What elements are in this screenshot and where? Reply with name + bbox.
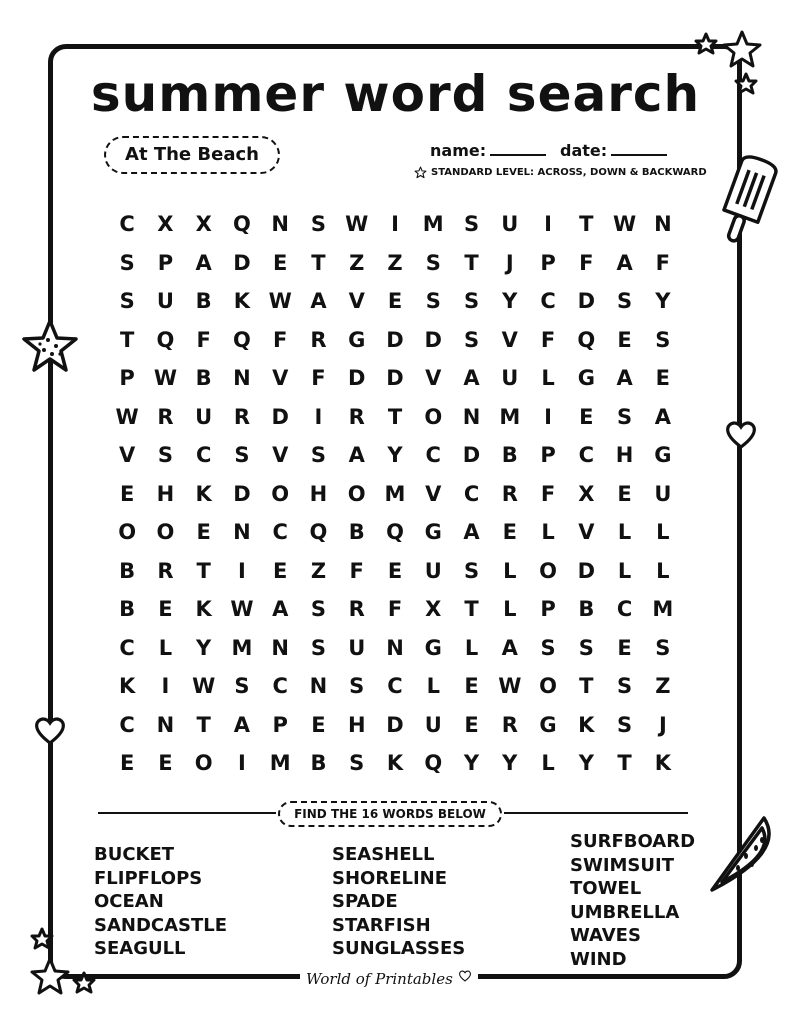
word-list-col2 [332, 843, 465, 961]
word-item: SEAGULL [94, 938, 186, 959]
grid-cell[interactable]: K [195, 597, 212, 622]
grid-cell[interactable]: C [272, 674, 288, 699]
grid-row [108, 629, 682, 668]
grid-cell[interactable]: B [310, 751, 327, 776]
grid-cell[interactable]: L [656, 520, 670, 545]
grid-cell[interactable]: S [463, 212, 480, 237]
grid-cell[interactable]: A [463, 520, 480, 545]
grid-cell[interactable]: Z [349, 250, 365, 275]
grid-cell[interactable]: L [464, 635, 479, 660]
date-label: date: [560, 141, 608, 160]
grid-cell[interactable]: M [652, 597, 674, 622]
grid-cell[interactable]: C [578, 443, 595, 468]
grid-cell[interactable]: E [196, 520, 211, 545]
grid-cell[interactable]: B [195, 289, 212, 314]
stars-bottom-left-icon [24, 925, 106, 1003]
grid-cell[interactable]: A [654, 404, 671, 429]
grid-cell[interactable]: U [156, 289, 174, 314]
star-icon [414, 166, 427, 179]
grid-cell[interactable]: L [158, 635, 173, 660]
grid-cell[interactable]: A [501, 635, 518, 660]
grid-cell[interactable]: V [578, 520, 595, 545]
word-item: UMBRELLA [570, 901, 680, 923]
grid-cell[interactable]: P [272, 712, 288, 737]
word-item: STARFISH [332, 914, 431, 936]
grid-cell[interactable]: L [656, 558, 670, 583]
grid-cell[interactable]: I [161, 674, 170, 699]
name-field [430, 140, 546, 160]
grid-cell[interactable]: X [578, 481, 595, 506]
grid-cell[interactable]: E [617, 481, 632, 506]
grid-cell[interactable]: R [233, 404, 251, 429]
name-label: name: [430, 141, 487, 160]
word-item: BUCKET [94, 844, 175, 865]
grid-cell[interactable]: G [424, 635, 442, 660]
grid-cell[interactable]: E [464, 674, 479, 699]
grid-cell[interactable]: R [348, 597, 365, 622]
grid-cell[interactable]: S [349, 674, 365, 699]
letter-grid[interactable] [108, 205, 682, 783]
grid-cell[interactable]: F [540, 481, 556, 506]
word-item: TOWEL [570, 878, 642, 899]
grid-cell[interactable]: E [502, 520, 517, 545]
grid-cell[interactable]: D [233, 250, 251, 275]
grid-cell[interactable]: O [271, 481, 290, 506]
grid-cell[interactable]: I [238, 751, 246, 776]
grid-cell[interactable]: O [156, 520, 175, 545]
grid-cell[interactable]: A [463, 366, 480, 391]
grid-cell[interactable]: G [424, 520, 442, 545]
grid-cell[interactable]: W [345, 212, 369, 237]
heart-icon-right [725, 420, 757, 450]
grid-cell[interactable]: V [272, 443, 289, 468]
grid-cell[interactable]: K [386, 751, 404, 776]
grid-cell[interactable]: G [348, 327, 366, 352]
grid-cell[interactable]: S [425, 250, 441, 275]
grid-cell[interactable]: K [118, 674, 136, 699]
grid-cell[interactable]: V [501, 327, 518, 352]
page-title: summer word search [90, 65, 701, 123]
grid-cell[interactable]: U [348, 635, 366, 660]
grid-cell[interactable]: I [391, 212, 399, 237]
grid-row [108, 398, 682, 437]
grid-cell[interactable]: A [310, 289, 327, 314]
level-note [414, 166, 707, 179]
grid-cell[interactable]: F [387, 597, 403, 622]
grid-cell[interactable]: T [387, 404, 403, 429]
grid-cell[interactable]: C [119, 212, 135, 237]
grid-row [108, 667, 682, 706]
grid-cell[interactable]: X [157, 212, 174, 237]
grid-cell[interactable]: Q [233, 327, 251, 352]
grid-cell[interactable]: W [115, 404, 139, 429]
grid-row [108, 282, 682, 321]
grid-cell[interactable]: C [119, 712, 135, 737]
divider-left [98, 812, 276, 814]
grid-cell[interactable]: V [425, 481, 442, 506]
grid-cell[interactable]: A [616, 366, 633, 391]
grid-row [108, 475, 682, 514]
grid-cell[interactable]: L [541, 366, 555, 391]
grid-cell[interactable]: N [233, 366, 251, 391]
grid-cell[interactable]: V [272, 366, 289, 391]
grid-cell[interactable]: J [658, 712, 667, 737]
word-item: FLIPFLOPS [94, 867, 203, 889]
grid-cell[interactable]: S [119, 250, 135, 275]
grid-cell[interactable]: S [617, 404, 633, 429]
grid-cell[interactable]: N [462, 404, 481, 429]
grid-cell[interactable]: F [273, 327, 288, 352]
grid-cell[interactable]: W [268, 289, 292, 314]
grid-cell[interactable]: D [577, 289, 596, 314]
grid-cell[interactable]: S [119, 289, 135, 314]
grid-cell[interactable]: O [347, 481, 366, 506]
grid-cell[interactable]: O [424, 404, 443, 429]
grid-row [108, 590, 682, 629]
grid-cell[interactable]: L [617, 520, 632, 545]
grid-cell[interactable]: E [119, 751, 135, 776]
grid-cell[interactable]: R [348, 404, 365, 429]
grid-cell[interactable]: G [539, 712, 557, 737]
starfish-icon [20, 318, 80, 378]
grid-cell[interactable]: S [617, 674, 633, 699]
grid-cell[interactable]: C [272, 520, 288, 545]
word-item: SHORELINE [332, 867, 448, 889]
grid-cell[interactable]: Z [310, 558, 327, 583]
grid-row [108, 552, 682, 591]
popsicle-icon [712, 155, 780, 250]
grid-cell[interactable]: K [195, 481, 212, 506]
grid-cell[interactable]: N [233, 520, 251, 545]
watermelon-icon [706, 812, 780, 898]
grid-cell[interactable]: N [309, 674, 328, 699]
grid-cell[interactable]: U [654, 481, 672, 506]
grid-cell[interactable]: U [424, 558, 442, 583]
grid-cell[interactable]: B [501, 443, 518, 468]
grid-cell[interactable]: Q [309, 520, 328, 545]
grid-cell[interactable]: P [540, 250, 556, 275]
grid-cell[interactable]: D [386, 327, 404, 352]
grid-cell[interactable]: F [196, 327, 211, 352]
grid-cell[interactable]: H [347, 712, 366, 737]
grid-cell[interactable]: K [578, 712, 595, 737]
grid-cell[interactable]: G [654, 443, 672, 468]
grid-cell[interactable]: S [310, 443, 327, 468]
grid-cell[interactable]: Q [233, 212, 251, 237]
divider-right [504, 812, 688, 814]
grid-cell[interactable]: T [311, 250, 326, 275]
word-item: WIND [570, 948, 627, 970]
grid-cell[interactable]: P [119, 366, 135, 391]
grid-cell[interactable]: S [310, 635, 327, 660]
grid-cell[interactable]: C [540, 289, 556, 314]
grid-cell[interactable]: S [655, 635, 671, 660]
grid-cell[interactable]: S [655, 327, 671, 352]
grid-cell[interactable]: D [271, 404, 289, 429]
grid-cell[interactable]: A [272, 597, 289, 622]
grid-cell[interactable]: S [463, 327, 480, 352]
grid-cell[interactable]: N [654, 212, 672, 237]
grid-cell[interactable]: D [386, 712, 404, 737]
heart-icon [458, 970, 472, 982]
date-field [560, 140, 667, 160]
grid-cell[interactable]: O [539, 674, 557, 699]
grid-cell[interactable]: D [577, 558, 596, 583]
grid-row [108, 205, 682, 244]
grid-cell[interactable]: Y [578, 751, 594, 776]
grid-cell[interactable]: W [498, 674, 522, 699]
grid-cell[interactable]: P [540, 597, 556, 622]
grid-cell[interactable]: S [349, 751, 365, 776]
grid-cell[interactable]: D [386, 366, 404, 391]
grid-cell[interactable]: S [540, 635, 556, 660]
word-item: OCEAN [94, 891, 164, 912]
grid-cell[interactable]: S [617, 712, 633, 737]
grid-cell[interactable]: E [617, 327, 632, 352]
grid-cell[interactable]: L [617, 558, 632, 583]
grid-cell[interactable]: Y [502, 289, 518, 314]
grid-cell[interactable]: X [425, 597, 442, 622]
word-item: WAVES [570, 925, 641, 946]
grid-cell[interactable]: M [422, 212, 444, 237]
grid-cell[interactable]: L [541, 520, 555, 545]
grid-cell[interactable]: U [424, 712, 442, 737]
grid-cell[interactable]: T [196, 558, 211, 583]
grid-cell[interactable]: Z [655, 674, 671, 699]
find-words-label: FIND THE 16 WORDS BELOW [278, 801, 502, 827]
grid-row [108, 359, 682, 398]
grid-cell[interactable]: A [616, 250, 633, 275]
grid-cell[interactable]: L [541, 751, 555, 776]
grid-row [108, 321, 682, 360]
grid-cell[interactable]: H [156, 481, 175, 506]
grid-cell[interactable]: Q [386, 520, 404, 545]
word-list-col1 [94, 843, 227, 961]
grid-cell[interactable]: V [348, 289, 365, 314]
grid-cell[interactable]: S [617, 289, 633, 314]
grid-row [108, 244, 682, 283]
grid-cell[interactable]: E [464, 712, 479, 737]
grid-cell[interactable]: R [157, 558, 174, 583]
grid-cell[interactable]: Y [655, 289, 671, 314]
grid-cell[interactable]: Y [196, 635, 212, 660]
grid-cell[interactable]: N [386, 635, 404, 660]
date-line[interactable] [611, 140, 667, 156]
grid-cell[interactable]: E [273, 558, 288, 583]
grid-cell[interactable]: T [464, 250, 479, 275]
word-item: SANDCASTLE [94, 914, 228, 936]
grid-cell[interactable]: A [195, 250, 212, 275]
grid-cell[interactable]: P [540, 443, 556, 468]
grid-cell[interactable]: E [158, 751, 173, 776]
grid-cell[interactable]: E [617, 635, 632, 660]
grid-cell[interactable]: C [119, 635, 135, 660]
grid-cell[interactable]: M [499, 404, 521, 429]
grid-cell[interactable]: D [233, 481, 251, 506]
grid-cell[interactable]: P [157, 250, 174, 275]
grid-cell[interactable]: O [539, 558, 557, 583]
name-line[interactable] [490, 140, 546, 156]
word-list-col3 [570, 830, 695, 971]
grid-cell[interactable]: S [234, 443, 250, 468]
word-item: SEASHELL [332, 844, 435, 865]
grid-cell[interactable]: U [195, 404, 213, 429]
grid-cell[interactable]: R [501, 481, 518, 506]
grid-cell[interactable]: C [425, 443, 441, 468]
grid-cell[interactable]: T [196, 712, 211, 737]
grid-cell[interactable]: T [464, 597, 479, 622]
grid-row [108, 436, 682, 475]
grid-cell[interactable]: T [119, 327, 135, 352]
word-item: SURFBOARD [570, 831, 696, 852]
grid-cell[interactable]: F [655, 250, 671, 275]
grid-row [108, 706, 682, 745]
grid-cell[interactable]: I [544, 404, 552, 429]
grid-cell[interactable]: S [463, 558, 480, 583]
grid-cell[interactable]: B [119, 597, 136, 622]
grid-cell[interactable]: U [501, 366, 519, 391]
grid-cell[interactable]: F [579, 250, 594, 275]
theme-label: At The Beach [104, 136, 280, 174]
grid-cell[interactable]: E [119, 481, 135, 506]
grid-cell[interactable]: J [505, 250, 514, 275]
grid-cell[interactable]: A [348, 443, 365, 468]
grid-cell[interactable]: V [425, 366, 442, 391]
grid-row [108, 744, 682, 783]
grid-cell[interactable]: N [156, 712, 175, 737]
grid-cell[interactable]: A [233, 712, 251, 737]
grid-cell[interactable]: S [157, 443, 173, 468]
grid-cell[interactable]: H [615, 443, 634, 468]
stars-top-right-icon [690, 28, 765, 103]
grid-cell[interactable]: U [501, 212, 519, 237]
grid-cell[interactable]: F [311, 366, 326, 391]
grid-cell[interactable]: L [503, 597, 517, 622]
grid-cell[interactable]: Y [502, 751, 518, 776]
grid-cell[interactable]: S [234, 674, 250, 699]
grid-cell[interactable]: W [192, 674, 216, 699]
grid-cell[interactable]: F [349, 558, 364, 583]
grid-cell[interactable]: W [230, 597, 254, 622]
grid-cell[interactable]: B [119, 558, 136, 583]
grid-cell[interactable]: E [655, 366, 671, 391]
grid-cell[interactable]: I [314, 404, 323, 429]
grid-cell[interactable]: S [425, 289, 441, 314]
grid-cell[interactable]: R [310, 327, 327, 352]
heart-icon-left [34, 716, 66, 746]
grid-cell[interactable]: T [579, 212, 594, 237]
grid-cell[interactable]: N [271, 635, 289, 660]
grid-cell[interactable]: T [579, 674, 594, 699]
level-text: STANDARD LEVEL: ACROSS, DOWN & BACKWARD [431, 167, 707, 178]
grid-cell[interactable]: C [387, 674, 403, 699]
grid-cell[interactable]: E [158, 597, 173, 622]
grid-cell[interactable]: D [462, 443, 481, 468]
grid-cell[interactable]: E [579, 404, 594, 429]
grid-cell[interactable]: S [578, 635, 594, 660]
grid-cell[interactable]: K [654, 751, 671, 776]
grid-cell[interactable]: E [387, 289, 403, 314]
grid-cell[interactable]: K [233, 289, 251, 314]
grid-row [108, 513, 682, 552]
grid-cell[interactable]: E [311, 712, 326, 737]
grid-cell[interactable]: Q [424, 751, 443, 776]
grid-cell[interactable]: B [195, 366, 212, 391]
grid-cell[interactable]: S [463, 289, 480, 314]
grid-cell[interactable]: M [269, 751, 291, 776]
grid-cell[interactable]: B [578, 597, 595, 622]
grid-cell[interactable]: Q [577, 327, 596, 352]
grid-cell[interactable]: R [157, 404, 174, 429]
grid-cell[interactable]: V [119, 443, 136, 468]
grid-cell[interactable]: I [238, 558, 246, 583]
grid-cell[interactable]: O [194, 751, 213, 776]
word-item: SWIMSUIT [570, 854, 674, 876]
word-item: SUNGLASSES [332, 938, 466, 959]
grid-cell[interactable]: C [463, 481, 480, 506]
grid-cell[interactable]: Q [156, 327, 175, 352]
word-item: SPADE [332, 891, 398, 912]
grid-cell[interactable]: D [348, 366, 366, 391]
grid-cell[interactable]: B [348, 520, 365, 545]
grid-cell[interactable]: Z [387, 250, 403, 275]
grid-cell[interactable]: D [424, 327, 442, 352]
grid-cell[interactable]: T [617, 751, 632, 776]
grid-cell[interactable]: S [310, 212, 327, 237]
grid-cell[interactable]: C [616, 597, 633, 622]
grid-cell[interactable]: H [309, 481, 328, 506]
grid-cell[interactable]: L [426, 674, 440, 699]
grid-cell[interactable]: G [577, 366, 595, 391]
grid-cell[interactable]: O [118, 520, 137, 545]
grid-cell[interactable]: S [310, 597, 327, 622]
grid-cell[interactable]: Y [463, 751, 480, 776]
grid-cell[interactable]: E [387, 558, 403, 583]
grid-cell[interactable]: X [195, 212, 212, 237]
brand-text: World of Printables [306, 970, 453, 988]
brand-logo [300, 970, 478, 988]
grid-cell[interactable]: R [501, 712, 518, 737]
grid-cell[interactable]: C [195, 443, 212, 468]
grid-cell[interactable]: E [273, 250, 288, 275]
grid-cell[interactable]: W [613, 212, 637, 237]
grid-cell[interactable]: W [153, 366, 177, 391]
grid-cell[interactable]: N [271, 212, 289, 237]
grid-cell[interactable]: Y [387, 443, 403, 468]
grid-cell[interactable]: I [544, 212, 552, 237]
grid-cell[interactable]: F [540, 327, 556, 352]
grid-cell[interactable]: M [231, 635, 253, 660]
grid-cell[interactable]: L [503, 558, 517, 583]
grid-cell[interactable]: M [384, 481, 406, 506]
